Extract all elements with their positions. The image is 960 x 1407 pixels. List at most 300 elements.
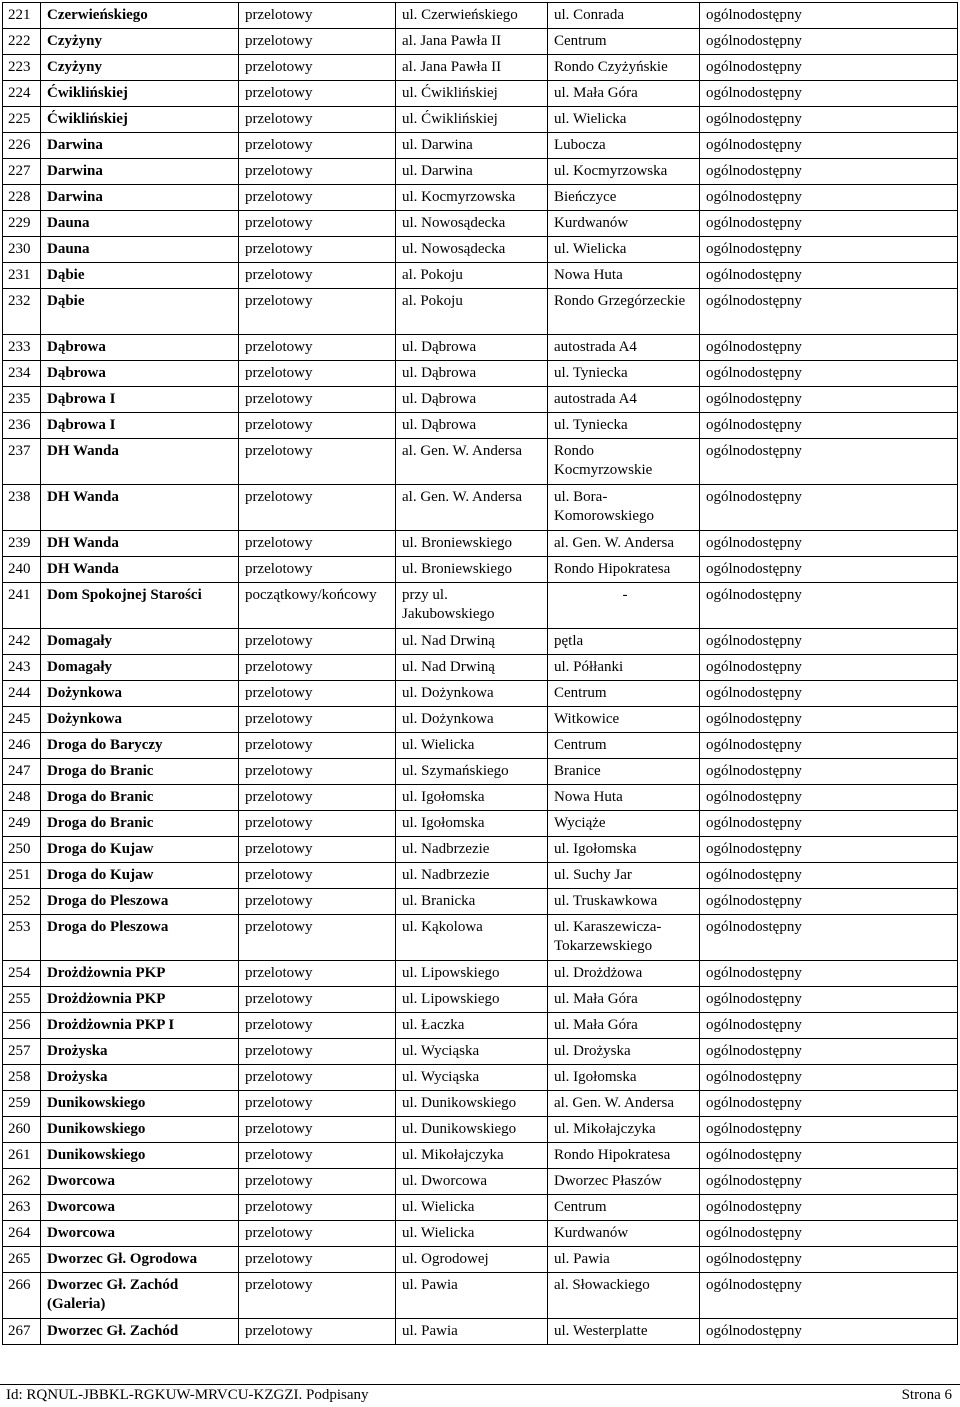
access-type-cell: ogólnodostępny bbox=[700, 3, 958, 29]
street-from-cell: al. Gen. W. Andersa bbox=[396, 485, 548, 531]
access-type-cell: ogólnodostępny bbox=[700, 55, 958, 81]
stop-name-cell: Darwina bbox=[41, 159, 239, 185]
stop-name-cell: Dożynkowa bbox=[41, 681, 239, 707]
access-type-cell: ogólnodostępny bbox=[700, 733, 958, 759]
table-row bbox=[3, 335, 958, 361]
table-row bbox=[3, 81, 958, 107]
row-number-cell: 223 bbox=[3, 55, 41, 81]
row-number-cell: 253 bbox=[3, 915, 41, 961]
row-number-cell: 259 bbox=[3, 1091, 41, 1117]
row-number-cell: 263 bbox=[3, 1195, 41, 1221]
stop-type-cell: przelotowy bbox=[239, 837, 396, 863]
table-row bbox=[3, 1013, 958, 1039]
street-from-cell: ul. Łaczka bbox=[396, 1013, 548, 1039]
stop-type-cell: przelotowy bbox=[239, 237, 396, 263]
stop-name-cell: DH Wanda bbox=[41, 439, 239, 485]
street-from-cell: ul. Nowosądecka bbox=[396, 237, 548, 263]
table-row bbox=[3, 987, 958, 1013]
access-type-cell: ogólnodostępny bbox=[700, 557, 958, 583]
direction-to-cell: Centrum bbox=[548, 733, 700, 759]
stop-name-cell: Dworzec Gł. Ogrodowa bbox=[41, 1247, 239, 1273]
access-type-cell: ogólnodostępny bbox=[700, 1013, 958, 1039]
table-row bbox=[3, 531, 958, 557]
stop-type-cell: przelotowy bbox=[239, 1117, 396, 1143]
row-number-cell: 233 bbox=[3, 335, 41, 361]
stop-name-cell: Darwina bbox=[41, 133, 239, 159]
row-number-cell: 246 bbox=[3, 733, 41, 759]
stop-name-cell: Czyżyny bbox=[41, 55, 239, 81]
table-row bbox=[3, 889, 958, 915]
access-type-cell: ogólnodostępny bbox=[700, 531, 958, 557]
table-row bbox=[3, 961, 958, 987]
stop-name-cell: Droga do Pleszowa bbox=[41, 915, 239, 961]
street-from-cell: ul. Pawia bbox=[396, 1319, 548, 1345]
row-number-cell: 243 bbox=[3, 655, 41, 681]
stop-type-cell: przelotowy bbox=[239, 961, 396, 987]
row-number-cell: 250 bbox=[3, 837, 41, 863]
page-footer bbox=[0, 1384, 960, 1407]
table-row bbox=[3, 1091, 958, 1117]
stop-type-cell: przelotowy bbox=[239, 863, 396, 889]
row-number-cell: 225 bbox=[3, 107, 41, 133]
street-from-cell: ul. Nowosądecka bbox=[396, 211, 548, 237]
direction-to-cell: Dworzec Płaszów bbox=[548, 1169, 700, 1195]
street-from-cell: ul. Igołomska bbox=[396, 811, 548, 837]
stop-type-cell: przelotowy bbox=[239, 387, 396, 413]
table-row bbox=[3, 107, 958, 133]
row-number-cell: 254 bbox=[3, 961, 41, 987]
access-type-cell: ogólnodostępny bbox=[700, 1117, 958, 1143]
stop-type-cell: przelotowy bbox=[239, 413, 396, 439]
row-number-cell: 228 bbox=[3, 185, 41, 211]
access-type-cell: ogólnodostępny bbox=[700, 961, 958, 987]
street-from-cell: ul. Ćwiklińskiej bbox=[396, 107, 548, 133]
access-type-cell: ogólnodostępny bbox=[700, 1039, 958, 1065]
row-number-cell: 265 bbox=[3, 1247, 41, 1273]
direction-to-cell: - bbox=[548, 583, 700, 629]
row-number-cell: 224 bbox=[3, 81, 41, 107]
stop-type-cell: początkowy/końcowy bbox=[239, 583, 396, 629]
row-number-cell: 264 bbox=[3, 1221, 41, 1247]
stop-name-cell: Dunikowskiego bbox=[41, 1091, 239, 1117]
table-row bbox=[3, 439, 958, 485]
stop-type-cell: przelotowy bbox=[239, 29, 396, 55]
direction-to-cell: Rondo Grzegórzeckie bbox=[548, 289, 700, 335]
street-from-cell: ul. Broniewskiego bbox=[396, 557, 548, 583]
stop-name-cell: Dąbrowa bbox=[41, 361, 239, 387]
direction-to-cell: al. Gen. W. Andersa bbox=[548, 1091, 700, 1117]
stop-name-cell: Dworcowa bbox=[41, 1221, 239, 1247]
stop-name-cell: Ćwiklińskiej bbox=[41, 107, 239, 133]
direction-to-cell: ul. Suchy Jar bbox=[548, 863, 700, 889]
table-row bbox=[3, 185, 958, 211]
stop-name-cell: Dąbie bbox=[41, 289, 239, 335]
row-number-cell: 251 bbox=[3, 863, 41, 889]
table-row bbox=[3, 1117, 958, 1143]
row-number-cell: 221 bbox=[3, 3, 41, 29]
table-row bbox=[3, 681, 958, 707]
stop-name-cell: Dąbrowa bbox=[41, 335, 239, 361]
document-id: Id: RQNUL-JBBKL-RGKUW-MRVCU-KZGZI. Podpisany bbox=[6, 1387, 369, 1403]
direction-to-cell: ul. Drożdżowa bbox=[548, 961, 700, 987]
direction-to-cell: ul. Mała Góra bbox=[548, 1013, 700, 1039]
stop-type-cell: przelotowy bbox=[239, 1273, 396, 1319]
street-from-cell: al. Gen. W. Andersa bbox=[396, 439, 548, 485]
direction-to-cell: autostrada A4 bbox=[548, 387, 700, 413]
access-type-cell: ogólnodostępny bbox=[700, 707, 958, 733]
row-number-cell: 247 bbox=[3, 759, 41, 785]
access-type-cell: ogólnodostępny bbox=[700, 1221, 958, 1247]
stop-name-cell: DH Wanda bbox=[41, 557, 239, 583]
street-from-cell: ul. Dąbrowa bbox=[396, 361, 548, 387]
direction-to-cell: Lubocza bbox=[548, 133, 700, 159]
street-from-cell: ul. Darwina bbox=[396, 159, 548, 185]
table-row bbox=[3, 863, 958, 889]
stop-type-cell: przelotowy bbox=[239, 655, 396, 681]
street-from-cell: ul. Szymańskiego bbox=[396, 759, 548, 785]
row-number-cell: 232 bbox=[3, 289, 41, 335]
table-row bbox=[3, 915, 958, 961]
stop-type-cell: przelotowy bbox=[239, 1143, 396, 1169]
street-from-cell: ul. Nad Drwiną bbox=[396, 655, 548, 681]
row-number-cell: 237 bbox=[3, 439, 41, 485]
direction-to-cell: ul. Truskawkowa bbox=[548, 889, 700, 915]
street-from-cell: ul. Darwina bbox=[396, 133, 548, 159]
street-from-cell: ul. Lipowskiego bbox=[396, 961, 548, 987]
access-type-cell: ogólnodostępny bbox=[700, 1247, 958, 1273]
street-from-cell: ul. Dąbrowa bbox=[396, 387, 548, 413]
stop-type-cell: przelotowy bbox=[239, 1247, 396, 1273]
stop-type-cell: przelotowy bbox=[239, 335, 396, 361]
stop-type-cell: przelotowy bbox=[239, 987, 396, 1013]
stop-type-cell: przelotowy bbox=[239, 263, 396, 289]
street-from-cell: ul. Dąbrowa bbox=[396, 413, 548, 439]
direction-to-cell: ul. Półłanki bbox=[548, 655, 700, 681]
row-number-cell: 241 bbox=[3, 583, 41, 629]
row-number-cell: 249 bbox=[3, 811, 41, 837]
row-number-cell: 258 bbox=[3, 1065, 41, 1091]
table-row bbox=[3, 289, 958, 335]
street-from-cell: ul. Dożynkowa bbox=[396, 681, 548, 707]
row-number-cell: 260 bbox=[3, 1117, 41, 1143]
stop-name-cell: Domagały bbox=[41, 655, 239, 681]
row-number-cell: 261 bbox=[3, 1143, 41, 1169]
table-row bbox=[3, 759, 958, 785]
table-row bbox=[3, 629, 958, 655]
stop-name-cell: Dworcowa bbox=[41, 1169, 239, 1195]
stop-name-cell: Dauna bbox=[41, 211, 239, 237]
row-number-cell: 267 bbox=[3, 1319, 41, 1345]
stop-name-cell: Drożdżownia PKP I bbox=[41, 1013, 239, 1039]
direction-to-cell: ul. Karaszewicza-Tokarzewskiego bbox=[548, 915, 700, 961]
access-type-cell: ogólnodostępny bbox=[700, 289, 958, 335]
access-type-cell: ogólnodostępny bbox=[700, 413, 958, 439]
stop-name-cell: Dąbrowa I bbox=[41, 387, 239, 413]
access-type-cell: ogólnodostępny bbox=[700, 81, 958, 107]
access-type-cell: ogólnodostępny bbox=[700, 629, 958, 655]
direction-to-cell: al. Gen. W. Andersa bbox=[548, 531, 700, 557]
street-from-cell: ul. Nad Drwiną bbox=[396, 629, 548, 655]
street-from-cell: ul. Kąkolowa bbox=[396, 915, 548, 961]
stop-type-cell: przelotowy bbox=[239, 159, 396, 185]
stop-type-cell: przelotowy bbox=[239, 629, 396, 655]
access-type-cell: ogólnodostępny bbox=[700, 159, 958, 185]
street-from-cell: ul. Wielicka bbox=[396, 1195, 548, 1221]
street-from-cell: ul. Nadbrzezie bbox=[396, 837, 548, 863]
direction-to-cell: Centrum bbox=[548, 681, 700, 707]
direction-to-cell: Witkowice bbox=[548, 707, 700, 733]
row-number-cell: 234 bbox=[3, 361, 41, 387]
stop-name-cell: Domagały bbox=[41, 629, 239, 655]
street-from-cell: ul. Ogrodowej bbox=[396, 1247, 548, 1273]
stop-type-cell: przelotowy bbox=[239, 811, 396, 837]
stop-type-cell: przelotowy bbox=[239, 289, 396, 335]
table-row bbox=[3, 733, 958, 759]
row-number-cell: 229 bbox=[3, 211, 41, 237]
stop-type-cell: przelotowy bbox=[239, 1195, 396, 1221]
direction-to-cell: ul. Wielicka bbox=[548, 107, 700, 133]
stop-name-cell: Dworzec Gł. Zachód (Galeria) bbox=[41, 1273, 239, 1319]
stop-name-cell: Dąbrowa I bbox=[41, 413, 239, 439]
stop-name-cell: Dunikowskiego bbox=[41, 1117, 239, 1143]
table-row bbox=[3, 837, 958, 863]
row-number-cell: 230 bbox=[3, 237, 41, 263]
street-from-cell: ul. Dożynkowa bbox=[396, 707, 548, 733]
direction-to-cell: ul. Westerplatte bbox=[548, 1319, 700, 1345]
access-type-cell: ogólnodostępny bbox=[700, 387, 958, 413]
street-from-cell: ul. Mikołajczyka bbox=[396, 1143, 548, 1169]
stop-type-cell: przelotowy bbox=[239, 681, 396, 707]
table-row bbox=[3, 707, 958, 733]
stop-type-cell: przelotowy bbox=[239, 133, 396, 159]
stop-type-cell: przelotowy bbox=[239, 3, 396, 29]
stop-name-cell: Droga do Branic bbox=[41, 785, 239, 811]
direction-to-cell: ul. Bora-Komorowskiego bbox=[548, 485, 700, 531]
direction-to-cell: Rondo Kocmyrzowskie bbox=[548, 439, 700, 485]
stop-type-cell: przelotowy bbox=[239, 1319, 396, 1345]
street-from-cell: ul. Pawia bbox=[396, 1273, 548, 1319]
direction-to-cell: al. Słowackiego bbox=[548, 1273, 700, 1319]
table-row bbox=[3, 55, 958, 81]
stop-type-cell: przelotowy bbox=[239, 361, 396, 387]
stop-name-cell: Droga do Branic bbox=[41, 759, 239, 785]
direction-to-cell: Kurdwanów bbox=[548, 211, 700, 237]
stop-name-cell: Droga do Kujaw bbox=[41, 837, 239, 863]
table-row bbox=[3, 3, 958, 29]
stop-name-cell: Dworcowa bbox=[41, 1195, 239, 1221]
access-type-cell: ogólnodostępny bbox=[700, 439, 958, 485]
row-number-cell: 226 bbox=[3, 133, 41, 159]
stop-name-cell: Dożynkowa bbox=[41, 707, 239, 733]
stop-name-cell: DH Wanda bbox=[41, 531, 239, 557]
access-type-cell: ogólnodostępny bbox=[700, 837, 958, 863]
stop-type-cell: przelotowy bbox=[239, 1169, 396, 1195]
access-type-cell: ogólnodostępny bbox=[700, 1169, 958, 1195]
direction-to-cell: Rondo Hipokratesa bbox=[548, 1143, 700, 1169]
access-type-cell: ogólnodostępny bbox=[700, 133, 958, 159]
stop-type-cell: przelotowy bbox=[239, 733, 396, 759]
access-type-cell: ogólnodostępny bbox=[700, 1319, 958, 1345]
street-from-cell: al. Pokoju bbox=[396, 263, 548, 289]
access-type-cell: ogólnodostępny bbox=[700, 785, 958, 811]
row-number-cell: 266 bbox=[3, 1273, 41, 1319]
access-type-cell: ogólnodostępny bbox=[700, 915, 958, 961]
street-from-cell: al. Pokoju bbox=[396, 289, 548, 335]
stops-table-body bbox=[3, 3, 958, 1345]
row-number-cell: 262 bbox=[3, 1169, 41, 1195]
direction-to-cell: ul. Igołomska bbox=[548, 1065, 700, 1091]
access-type-cell: ogólnodostępny bbox=[700, 1143, 958, 1169]
table-row bbox=[3, 413, 958, 439]
direction-to-cell: Bieńczyce bbox=[548, 185, 700, 211]
stop-name-cell: Czerwieńskiego bbox=[41, 3, 239, 29]
table-row bbox=[3, 263, 958, 289]
table-row bbox=[3, 557, 958, 583]
direction-to-cell: pętla bbox=[548, 629, 700, 655]
row-number-cell: 242 bbox=[3, 629, 41, 655]
access-type-cell: ogólnodostępny bbox=[700, 335, 958, 361]
page-number: Strona 6 bbox=[901, 1387, 952, 1403]
access-type-cell: ogólnodostępny bbox=[700, 759, 958, 785]
access-type-cell: ogólnodostępny bbox=[700, 1273, 958, 1319]
table-row bbox=[3, 1143, 958, 1169]
stop-type-cell: przelotowy bbox=[239, 485, 396, 531]
stop-name-cell: Drożdżownia PKP bbox=[41, 987, 239, 1013]
stop-name-cell: Droga do Branic bbox=[41, 811, 239, 837]
table-row bbox=[3, 159, 958, 185]
direction-to-cell: ul. Mała Góra bbox=[548, 81, 700, 107]
stop-type-cell: przelotowy bbox=[239, 1065, 396, 1091]
access-type-cell: ogólnodostępny bbox=[700, 1091, 958, 1117]
stop-name-cell: Droga do Kujaw bbox=[41, 863, 239, 889]
street-from-cell: przy ul. Jakubowskiego bbox=[396, 583, 548, 629]
access-type-cell: ogólnodostępny bbox=[700, 1065, 958, 1091]
table-row bbox=[3, 485, 958, 531]
direction-to-cell: ul. Tyniecka bbox=[548, 413, 700, 439]
access-type-cell: ogólnodostępny bbox=[700, 681, 958, 707]
street-from-cell: ul. Wyciąska bbox=[396, 1065, 548, 1091]
direction-to-cell: ul. Mała Góra bbox=[548, 987, 700, 1013]
table-row bbox=[3, 211, 958, 237]
street-from-cell: ul. Czerwieńskiego bbox=[396, 3, 548, 29]
street-from-cell: ul. Dunikowskiego bbox=[396, 1117, 548, 1143]
table-row bbox=[3, 1221, 958, 1247]
stop-type-cell: przelotowy bbox=[239, 1013, 396, 1039]
access-type-cell: ogólnodostępny bbox=[700, 211, 958, 237]
street-from-cell: ul. Lipowskiego bbox=[396, 987, 548, 1013]
row-number-cell: 236 bbox=[3, 413, 41, 439]
access-type-cell: ogólnodostępny bbox=[700, 655, 958, 681]
stop-type-cell: przelotowy bbox=[239, 889, 396, 915]
direction-to-cell: Branice bbox=[548, 759, 700, 785]
stop-name-cell: Drożdżownia PKP bbox=[41, 961, 239, 987]
access-type-cell: ogólnodostępny bbox=[700, 29, 958, 55]
stop-name-cell: Dąbie bbox=[41, 263, 239, 289]
table-row bbox=[3, 1273, 958, 1319]
stops-table bbox=[2, 2, 958, 1345]
table-row bbox=[3, 811, 958, 837]
stop-name-cell: Dunikowskiego bbox=[41, 1143, 239, 1169]
access-type-cell: ogólnodostępny bbox=[700, 583, 958, 629]
street-from-cell: ul. Broniewskiego bbox=[396, 531, 548, 557]
stop-type-cell: przelotowy bbox=[239, 557, 396, 583]
direction-to-cell: ul. Drożyska bbox=[548, 1039, 700, 1065]
direction-to-cell: ul. Igołomska bbox=[548, 837, 700, 863]
stop-name-cell: Dauna bbox=[41, 237, 239, 263]
street-from-cell: ul. Igołomska bbox=[396, 785, 548, 811]
street-from-cell: ul. Wielicka bbox=[396, 733, 548, 759]
table-row bbox=[3, 1169, 958, 1195]
table-row bbox=[3, 785, 958, 811]
street-from-cell: ul. Nadbrzezie bbox=[396, 863, 548, 889]
stop-name-cell: Darwina bbox=[41, 185, 239, 211]
row-number-cell: 235 bbox=[3, 387, 41, 413]
stop-name-cell: Dworzec Gł. Zachód bbox=[41, 1319, 239, 1345]
table-row bbox=[3, 29, 958, 55]
stop-type-cell: przelotowy bbox=[239, 1039, 396, 1065]
row-number-cell: 256 bbox=[3, 1013, 41, 1039]
street-from-cell: ul. Dąbrowa bbox=[396, 335, 548, 361]
street-from-cell: ul. Dworcowa bbox=[396, 1169, 548, 1195]
access-type-cell: ogólnodostępny bbox=[700, 237, 958, 263]
stop-name-cell: Droga do Baryczy bbox=[41, 733, 239, 759]
stop-type-cell: przelotowy bbox=[239, 785, 396, 811]
table-row bbox=[3, 387, 958, 413]
row-number-cell: 239 bbox=[3, 531, 41, 557]
direction-to-cell: Rondo Czyżyńskie bbox=[548, 55, 700, 81]
stop-type-cell: przelotowy bbox=[239, 211, 396, 237]
access-type-cell: ogólnodostępny bbox=[700, 987, 958, 1013]
stop-name-cell: Dom Spokojnej Starości bbox=[41, 583, 239, 629]
table-row bbox=[3, 655, 958, 681]
row-number-cell: 257 bbox=[3, 1039, 41, 1065]
direction-to-cell: Rondo Hipokratesa bbox=[548, 557, 700, 583]
access-type-cell: ogólnodostępny bbox=[700, 361, 958, 387]
table-row bbox=[3, 1065, 958, 1091]
stop-type-cell: przelotowy bbox=[239, 759, 396, 785]
table-row bbox=[3, 133, 958, 159]
row-number-cell: 245 bbox=[3, 707, 41, 733]
direction-to-cell: ul. Mikołajczyka bbox=[548, 1117, 700, 1143]
table-row bbox=[3, 237, 958, 263]
table-row bbox=[3, 361, 958, 387]
stop-type-cell: przelotowy bbox=[239, 707, 396, 733]
direction-to-cell: autostrada A4 bbox=[548, 335, 700, 361]
direction-to-cell: ul. Conrada bbox=[548, 3, 700, 29]
access-type-cell: ogólnodostępny bbox=[700, 485, 958, 531]
access-type-cell: ogólnodostępny bbox=[700, 185, 958, 211]
street-from-cell: ul. Wyciąska bbox=[396, 1039, 548, 1065]
stop-name-cell: Drożyska bbox=[41, 1039, 239, 1065]
row-number-cell: 222 bbox=[3, 29, 41, 55]
table-row bbox=[3, 1319, 958, 1345]
direction-to-cell: Nowa Huta bbox=[548, 263, 700, 289]
stop-type-cell: przelotowy bbox=[239, 1091, 396, 1117]
stop-type-cell: przelotowy bbox=[239, 55, 396, 81]
row-number-cell: 248 bbox=[3, 785, 41, 811]
access-type-cell: ogólnodostępny bbox=[700, 263, 958, 289]
street-from-cell: al. Jana Pawła II bbox=[396, 29, 548, 55]
stop-type-cell: przelotowy bbox=[239, 439, 396, 485]
table-row bbox=[3, 1195, 958, 1221]
stop-name-cell: Czyżyny bbox=[41, 29, 239, 55]
access-type-cell: ogólnodostępny bbox=[700, 811, 958, 837]
direction-to-cell: Kurdwanów bbox=[548, 1221, 700, 1247]
access-type-cell: ogólnodostępny bbox=[700, 863, 958, 889]
row-number-cell: 231 bbox=[3, 263, 41, 289]
row-number-cell: 238 bbox=[3, 485, 41, 531]
row-number-cell: 227 bbox=[3, 159, 41, 185]
